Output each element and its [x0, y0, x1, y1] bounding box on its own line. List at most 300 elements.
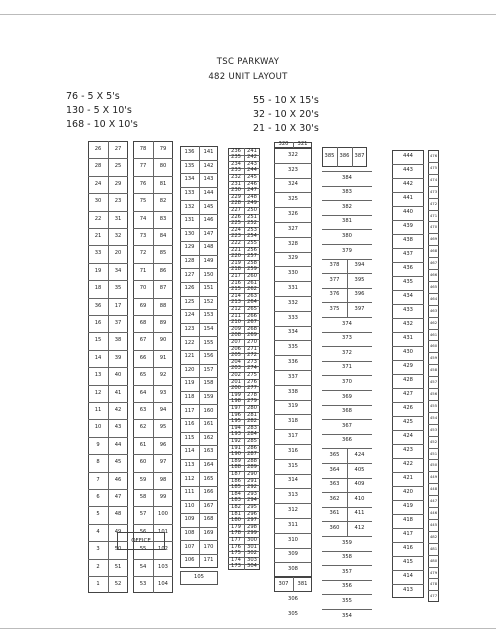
unit-cell: 304 [247, 563, 257, 570]
unit-cell: 396 [354, 291, 365, 298]
unit-cell: 428 [403, 377, 413, 384]
row-divider [322, 200, 372, 201]
unit-cell: 80 [159, 163, 167, 170]
unit-cell: 321 [297, 141, 308, 148]
unit-cell: 465 [429, 283, 438, 289]
unit-cell: 308 [288, 566, 298, 573]
summary-left-line: 76 - 5 X 5's [66, 91, 120, 102]
unit-cell: 268 [247, 325, 257, 332]
unit-cell: 69 [139, 302, 147, 309]
unit-cell: 132 [184, 203, 195, 210]
unit-cell: 91 [159, 354, 167, 361]
unit-cell: 55 [139, 546, 147, 553]
unit-cell: 317 [288, 432, 298, 439]
unit-cell: 61 [139, 441, 147, 448]
unit-cell: 250 [247, 207, 257, 214]
office-label: OFFICE [131, 538, 151, 544]
unit-cell: 245 [247, 174, 257, 181]
unit-cell: 46 [114, 476, 122, 483]
unit-cell: 296 [247, 510, 257, 517]
unit-cell: 252 [247, 220, 257, 227]
top-hairline [0, 14, 496, 15]
unit-cell: 455 [429, 402, 438, 408]
unit-cell: 95 [159, 424, 167, 431]
unit-cell: 42 [114, 407, 122, 414]
unit-cell: 249 [247, 200, 257, 207]
row-divider [322, 186, 372, 187]
unit-cell: 380 [342, 233, 352, 240]
unit-cell: 129 [184, 244, 195, 251]
unit-cell: 412 [354, 525, 365, 532]
unit-cell: 221 [231, 246, 241, 253]
unit-cell: 257 [247, 253, 257, 260]
unit-cell: 301 [247, 543, 257, 550]
unit-cell: 253 [247, 226, 257, 233]
unit-cell: 282 [247, 418, 257, 425]
unit-cell: 320 [278, 141, 289, 148]
unit-cell: 104 [158, 581, 168, 588]
unit-cell: 53 [139, 581, 147, 588]
layout-subtitle: 482 UNIT LAYOUT [208, 72, 288, 82]
unit-cell: 280 [247, 405, 257, 412]
unit-cell: 417 [403, 531, 413, 538]
unit-cell: 27 [114, 146, 122, 153]
unit-cell: 112 [184, 475, 195, 482]
unit-cell: 146 [203, 217, 214, 224]
unit-cell: 449 [429, 474, 438, 480]
unit-cell: 295 [247, 504, 257, 511]
unit-cell: 179 [231, 523, 241, 530]
unit-cell: 355 [342, 598, 352, 605]
unit-cell: 460 [429, 343, 438, 349]
unit-cell: 192 [231, 438, 241, 445]
unit-cell: 75 [139, 198, 147, 205]
unit-cell: 414 [403, 573, 413, 580]
unit-cell: 231 [231, 180, 241, 187]
unit-cell: 375 [329, 306, 340, 313]
unit-cell: 44 [114, 441, 122, 448]
unit-cell: 251 [247, 213, 257, 220]
unit-cell: 332 [288, 299, 298, 306]
unit-cell: 232 [231, 174, 241, 181]
unit-cell: 410 [354, 495, 365, 502]
unit-cell: 313 [288, 492, 298, 499]
unit-cell: 284 [247, 431, 257, 438]
unit-cell: 58 [139, 494, 147, 501]
unit-cell: 467 [429, 260, 438, 266]
unit-cell: 242 [247, 154, 257, 161]
unit-cell: 453 [429, 426, 438, 432]
unit-cell: 226 [231, 213, 241, 220]
unit-cell: 127 [184, 271, 195, 278]
unit-cell: 78 [139, 146, 147, 153]
unit-cell: 22 [94, 215, 102, 222]
unit-cell: 37 [114, 320, 122, 327]
unit-cell: 397 [354, 306, 365, 313]
unit-cell: 169 [203, 529, 214, 536]
unit-cell: 224 [231, 226, 241, 233]
unit-cell: 290 [247, 471, 257, 478]
unit-cell: 152 [203, 298, 214, 305]
unit-cell: 468 [429, 248, 438, 254]
unit-cell: 71 [139, 267, 147, 274]
unit-cell: 302 [247, 550, 257, 557]
unit-cell: 13 [94, 372, 102, 379]
unit-cell: 473 [429, 188, 438, 194]
unit-cell: 24 [94, 180, 102, 187]
unit-cell: 480 [429, 557, 438, 563]
unit-cell: 452 [429, 438, 438, 444]
unit-cell: 326 [288, 210, 298, 217]
unit-cell: 174 [231, 556, 241, 563]
unit-cell: 180 [231, 517, 241, 524]
unit-cell: 451 [429, 450, 438, 456]
unit-cell: 173 [231, 563, 241, 570]
unit-cell: 288 [247, 457, 257, 464]
unit-cell: 338 [288, 388, 298, 395]
unit-cell: 14 [94, 354, 102, 361]
unit-cell: 222 [231, 240, 241, 247]
unit-cell: 121 [184, 353, 195, 360]
unit-cell: 51 [114, 563, 122, 570]
unit-cell: 64 [139, 389, 147, 396]
summary-left-line: 130 - 5 X 10's [66, 105, 132, 116]
unit-cell: 333 [288, 314, 298, 321]
unit-cell: 458 [429, 367, 438, 373]
unit-cell: 200 [231, 385, 241, 392]
unit-cell: 1 [96, 581, 100, 588]
unit-cell: 254 [247, 233, 257, 240]
unit-cell: 459 [429, 355, 438, 361]
unit-cell: 2 [96, 563, 100, 570]
unit-cell: 475 [429, 164, 438, 170]
unit-cell: 134 [184, 176, 195, 183]
unit-cell: 319 [288, 403, 298, 410]
unit-cell: 166 [203, 489, 214, 496]
unit-cell: 419 [403, 503, 413, 510]
unit-cell: 171 [203, 557, 214, 564]
unit-cell: 142 [203, 162, 214, 169]
row-divider [322, 229, 372, 230]
unit-cell: 441 [403, 195, 413, 202]
unit-cell: 260 [247, 273, 257, 280]
unit-cell: 39 [114, 354, 122, 361]
unit-cell: 446 [429, 510, 438, 516]
unit-cell: 126 [184, 285, 195, 292]
unit-cell: 270 [247, 339, 257, 346]
unit-cell: 394 [354, 262, 365, 269]
unit-cell: 266 [247, 312, 257, 319]
unit-cell: 90 [159, 337, 167, 344]
unit-cell: 204 [231, 358, 241, 365]
unit-cell: 365 [329, 452, 340, 459]
unit-cell: 255 [247, 240, 257, 247]
unit-cell: 136 [184, 149, 195, 156]
unit-cell: 265 [247, 306, 257, 313]
unit-cell: 269 [247, 332, 257, 339]
unit-cell: 386 [339, 153, 350, 160]
unit-cell: 381 [342, 218, 352, 225]
unit-cell: 213 [231, 299, 241, 306]
unit-cell: 482 [429, 533, 438, 539]
unit-cell: 30 [94, 198, 102, 205]
unit-cell: 454 [429, 414, 438, 420]
unit-cell: 120 [184, 366, 195, 373]
unit-cell: 334 [288, 329, 298, 336]
unit-cell: 167 [203, 502, 214, 509]
unit-cell: 114 [184, 448, 195, 455]
unit-cell: 198 [231, 398, 241, 405]
unit-cell: 93 [159, 389, 167, 396]
unit-cell: 258 [247, 259, 257, 266]
unit-cell: 425 [403, 419, 413, 426]
unit-cell: 297 [247, 517, 257, 524]
unit-cell: 335 [288, 344, 298, 351]
summary-right-line: 32 - 10 X 20's [253, 109, 319, 120]
unit-cell: 67 [139, 337, 147, 344]
unit-cell: 189 [231, 457, 241, 464]
unit-cell: 422 [403, 461, 413, 468]
unit-cell: 424 [354, 452, 365, 459]
unit-cell: 181 [231, 510, 241, 517]
unit-cell: 130 [184, 230, 195, 237]
unit-cell: 356 [342, 583, 352, 590]
unit-cell: 246 [247, 180, 257, 187]
unit-cell: 150 [203, 271, 214, 278]
unit-cell: 430 [403, 349, 413, 356]
unit-cell: 275 [247, 372, 257, 379]
unit-cell: 305 [288, 610, 298, 617]
unit-cell: 427 [403, 391, 413, 398]
unit-cell: 62 [139, 424, 147, 431]
unit-cell: 244 [247, 167, 257, 174]
unit-cell: 182 [231, 504, 241, 511]
row-divider [322, 215, 372, 216]
unit-cell: 267 [247, 319, 257, 326]
unit-cell: 395 [354, 276, 365, 283]
unit-cell: 457 [429, 379, 438, 385]
unit-cell: 293 [247, 490, 257, 497]
row-divider [322, 171, 372, 172]
unit-cell: 128 [184, 257, 195, 264]
summary-right-line: 21 - 10 X 30's [253, 123, 319, 134]
unit-cell: 360 [329, 525, 340, 532]
unit-cell: 322 [288, 151, 298, 158]
unit-cell: 440 [403, 209, 413, 216]
unit-cell: 439 [403, 223, 413, 230]
unit-cell: 214 [231, 292, 241, 299]
unit-cell: 202 [231, 372, 241, 379]
unit-cell: 223 [231, 233, 241, 240]
unit-cell: 41 [114, 389, 122, 396]
unit-cell: 323 [288, 166, 298, 173]
unit-cell: 206 [231, 345, 241, 352]
unit-cell: 89 [159, 320, 167, 327]
unit-cell: 113 [184, 461, 195, 468]
unit-cell: 149 [203, 257, 214, 264]
unit-cell: 283 [247, 424, 257, 431]
unit-cell: 118 [184, 393, 195, 400]
unit-cell: 377 [329, 276, 340, 283]
unit-cell: 47 [114, 494, 122, 501]
unit-cell: 84 [159, 233, 167, 240]
unit-cell: 415 [403, 559, 413, 566]
unit-cell: 464 [429, 295, 438, 301]
unit-cell: 481 [429, 545, 438, 551]
unit-cell: 366 [342, 437, 352, 444]
unit-cell: 158 [203, 380, 214, 387]
unit-cell: 358 [342, 554, 352, 561]
unit-cell: 191 [231, 444, 241, 451]
unit-cell: 444 [403, 153, 413, 160]
unit-cell: 110 [184, 502, 195, 509]
row-divider [322, 244, 372, 245]
unit-cell: 101 [158, 528, 168, 535]
unit-cell: 35 [114, 285, 122, 292]
unit-cell: 154 [203, 325, 214, 332]
unit-cell: 433 [403, 307, 413, 314]
unit-cell: 83 [159, 215, 167, 222]
unit-cell: 471 [429, 212, 438, 218]
unit-cell: 29 [114, 180, 122, 187]
unit-cell: 177 [231, 537, 241, 544]
unit-cell: 429 [403, 363, 413, 370]
unit-cell: 102 [158, 546, 168, 553]
unit-cell: 161 [203, 421, 214, 428]
unit-cell: 185 [231, 484, 241, 491]
unit-cell: 354 [342, 612, 352, 619]
unit-cell: 328 [288, 240, 298, 247]
unit-cell: 367 [342, 422, 352, 429]
unit-cell: 147 [203, 230, 214, 237]
unit-cell: 143 [203, 176, 214, 183]
unit-cell: 188 [231, 464, 241, 471]
unit-cell: 261 [247, 279, 257, 286]
unit-cell: 8 [96, 459, 100, 466]
unit-cell: 7 [96, 476, 100, 483]
unit-cell: 117 [184, 407, 195, 414]
unit-cell: 286 [247, 444, 257, 451]
unit-cell: 186 [231, 477, 241, 484]
unit-cell: 432 [403, 321, 413, 328]
unit-cell: 278 [247, 391, 257, 398]
unit-cell: 28 [94, 163, 102, 170]
unit-cell: 100 [158, 511, 168, 518]
unit-cell: 119 [184, 380, 195, 387]
unit-cell: 60 [139, 459, 147, 466]
unit-cell: 81 [159, 180, 167, 187]
unit-cell: 303 [247, 556, 257, 563]
layout-title: TSC PARKWAY [216, 57, 280, 67]
unit-cell: 4 [96, 528, 100, 535]
unit-cell: 325 [288, 196, 298, 203]
unit-cell: 155 [203, 339, 214, 346]
unit-cell: 210 [231, 319, 241, 326]
unit-cell: 447 [429, 498, 438, 504]
unit-cell: 183 [231, 497, 241, 504]
unit-cell: 151 [203, 285, 214, 292]
unit-cell: 379 [342, 247, 352, 254]
unit-cell: 363 [329, 481, 340, 488]
unit-cell: 479 [429, 569, 438, 575]
unit-cell: 477 [429, 593, 438, 599]
unit-cell: 144 [203, 189, 214, 196]
unit-cell: 66 [139, 354, 147, 361]
unit-cell: 94 [159, 407, 167, 414]
unit-cell: 369 [342, 393, 352, 400]
unit-cell: 170 [203, 543, 214, 550]
unit-cell: 234 [231, 160, 241, 167]
unit-cell: 21 [94, 233, 102, 240]
unit-cell: 469 [429, 236, 438, 242]
unit-cell: 15 [94, 337, 102, 344]
unit-cell: 445 [429, 521, 438, 527]
unit-cell: 431 [403, 335, 413, 342]
unit-cell: 292 [247, 484, 257, 491]
unit-cell: 193 [231, 431, 241, 438]
unit-cell: 26 [94, 146, 102, 153]
unit-cell: 141 [203, 149, 214, 156]
unit-cell: 309 [288, 551, 298, 558]
unit-cell: 19 [94, 267, 102, 274]
unit-cell: 294 [247, 497, 257, 504]
unit-cell: 272 [247, 352, 257, 359]
unit-cell: 156 [203, 353, 214, 360]
unit-cell: 324 [288, 181, 298, 188]
unit-cell: 262 [247, 286, 257, 293]
unit-cell: 216 [231, 279, 241, 286]
unit-cell: 382 [342, 203, 352, 210]
unit-cell: 124 [184, 312, 195, 319]
unit-cell: 57 [139, 511, 147, 518]
unit-cell: 207 [231, 339, 241, 346]
unit-cell: 330 [288, 270, 298, 277]
unit-cell: 472 [429, 200, 438, 206]
unit-cell: 217 [231, 273, 241, 280]
unit-cell: 11 [94, 407, 102, 414]
office-box [117, 532, 165, 550]
unit-cell: 315 [288, 462, 298, 469]
unit-cell: 145 [203, 203, 214, 210]
unit-cell: 131 [184, 217, 195, 224]
unit-cell: 228 [231, 200, 241, 207]
unit-cell: 387 [354, 153, 365, 160]
unit-cell: 77 [139, 163, 147, 170]
unit-cell: 211 [231, 312, 241, 319]
unit-cell: 197 [231, 405, 241, 412]
unit-cell: 450 [429, 462, 438, 468]
unit-cell: 63 [139, 407, 147, 414]
unit-cell: 108 [184, 529, 195, 536]
unit-cell: 359 [342, 539, 352, 546]
unit-cell: 103 [158, 563, 168, 570]
unit-cell: 291 [247, 477, 257, 484]
unit-cell: 285 [247, 438, 257, 445]
unit-cell: 82 [159, 198, 167, 205]
unit-cell: 448 [429, 486, 438, 492]
unit-cell: 50 [114, 546, 122, 553]
unit-cell: 442 [403, 181, 413, 188]
unit-cell: 409 [354, 481, 365, 488]
unit-cell: 225 [231, 220, 241, 227]
summary-left-line: 168 - 10 X 10's [66, 119, 138, 130]
unit-cell: 135 [184, 162, 195, 169]
unit-cell: 420 [403, 489, 413, 496]
unit-cell: 74 [139, 215, 147, 222]
unit-cell: 20 [114, 250, 122, 257]
unit-cell: 87 [159, 285, 167, 292]
unit-cell: 184 [231, 490, 241, 497]
